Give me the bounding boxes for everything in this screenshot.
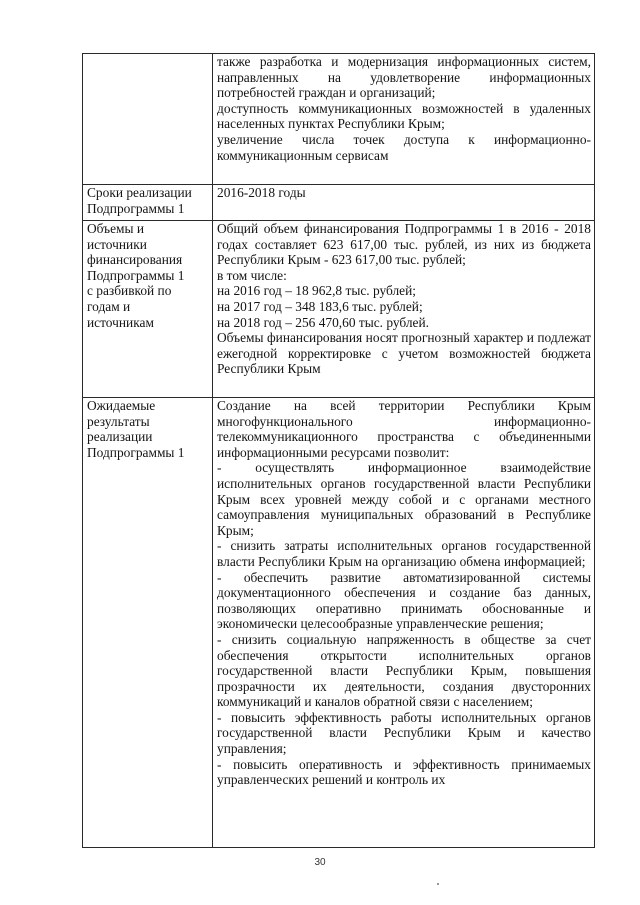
label-line: Подпрограммы 1 xyxy=(87,444,185,460)
row-label xyxy=(83,54,213,185)
content-paragraph: - осуществлять информационное взаимодействие исполнительных органов государственной власти Республики Крым всех уровней между собой и с органами местного самоуправления муниципальных образований в Республике Крым; xyxy=(217,460,591,538)
row-content xyxy=(213,54,595,185)
table-row xyxy=(83,185,595,221)
row-content xyxy=(213,185,595,221)
row-content xyxy=(213,398,595,848)
label-line: годам и xyxy=(87,298,131,314)
label-line: источники xyxy=(87,236,147,252)
row-label xyxy=(83,185,213,221)
row-label xyxy=(83,398,213,848)
label-line: результаты xyxy=(87,413,150,429)
program-passport-table xyxy=(82,53,595,848)
content-paragraph: - обеспечить развитие автоматизированной системы документационного обеспечения и создание баз данных, позволяющих оперативно принимать обоснованные и экономически целесообразные управленческие решения; xyxy=(217,569,591,632)
scan-speck xyxy=(437,883,439,885)
content-paragraph: Объемы финансирования носят прогнозный характер и подлежат ежегодной корректировке с учетом возможностей бюджета Республики Крым xyxy=(217,330,591,377)
label-line: Подпрограммы 1 xyxy=(87,200,185,216)
content-paragraph: также разработка и модернизация информационных систем, направленных на удовлетворение информационных потребностей граждан и организаций; xyxy=(217,54,591,101)
label-line: Сроки реализации xyxy=(87,185,192,200)
content-paragraph: на 2016 год – 18 962,8 тыс. рублей; xyxy=(217,283,416,299)
content-paragraph: доступность коммуникационных возможностей в удаленных населенных пунктах Республики Крым; xyxy=(217,100,591,132)
label-line: Объемы и xyxy=(87,221,145,236)
label-line: финансирования xyxy=(87,252,183,268)
row-label xyxy=(83,221,213,398)
content-paragraph: - снизить социальную напряженность в обществе за счет обеспечения открытости исполнительных органов государственной власти Республики Крым, повышения прозрачности их деятельности, создания двусторонних коммуникаций и каналов обратной связи с населением; xyxy=(217,631,591,710)
table-row xyxy=(83,54,595,185)
content-paragraph: на 2017 год – 348 183,6 тыс. рублей; xyxy=(217,298,423,314)
content-paragraph: Создание на всей территории Республики Крым многофункционального информационно-телекоммуникационного пространства с объединенными информационными ресурсами позволит: xyxy=(217,398,591,460)
content-paragraph: в том числе: xyxy=(217,267,287,283)
content-paragraph: на 2018 год – 256 470,60 тыс. рублей. xyxy=(217,314,430,330)
content-paragraph: 2016-2018 годы xyxy=(217,185,306,200)
label-line: Подпрограммы 1 xyxy=(87,267,185,283)
page-number: 30 xyxy=(314,857,326,868)
label-line: с разбивкой по xyxy=(87,283,172,299)
content-paragraph: - повысить оперативность и эффективность принимаемых управленческих решений и контроль их xyxy=(217,756,591,788)
label-line: источникам xyxy=(87,314,154,330)
content-paragraph: увеличение числа точек доступа к информационно-коммуникационным сервисам xyxy=(217,131,591,163)
label-line: Ожидаемые xyxy=(87,398,156,413)
content-paragraph: Общий объем финансирования Подпрограммы 1 в 2016 - 2018 годах составляет 623 617,00 тыс. рублей, из них из бюджета Республики Крым - 623 617,00 тыс. рублей; xyxy=(217,221,591,268)
table-row xyxy=(83,398,595,848)
content-paragraph: - повысить эффективность работы исполнительных органов государственной власти Республики Крым и качество управления; xyxy=(217,709,591,757)
label-line: реализации xyxy=(87,429,153,445)
table-row xyxy=(83,221,595,398)
content-paragraph: - снизить затраты исполнительных органов государственной власти Республики Крым на организацию обмена информацией; xyxy=(217,538,591,569)
row-content xyxy=(213,221,595,398)
